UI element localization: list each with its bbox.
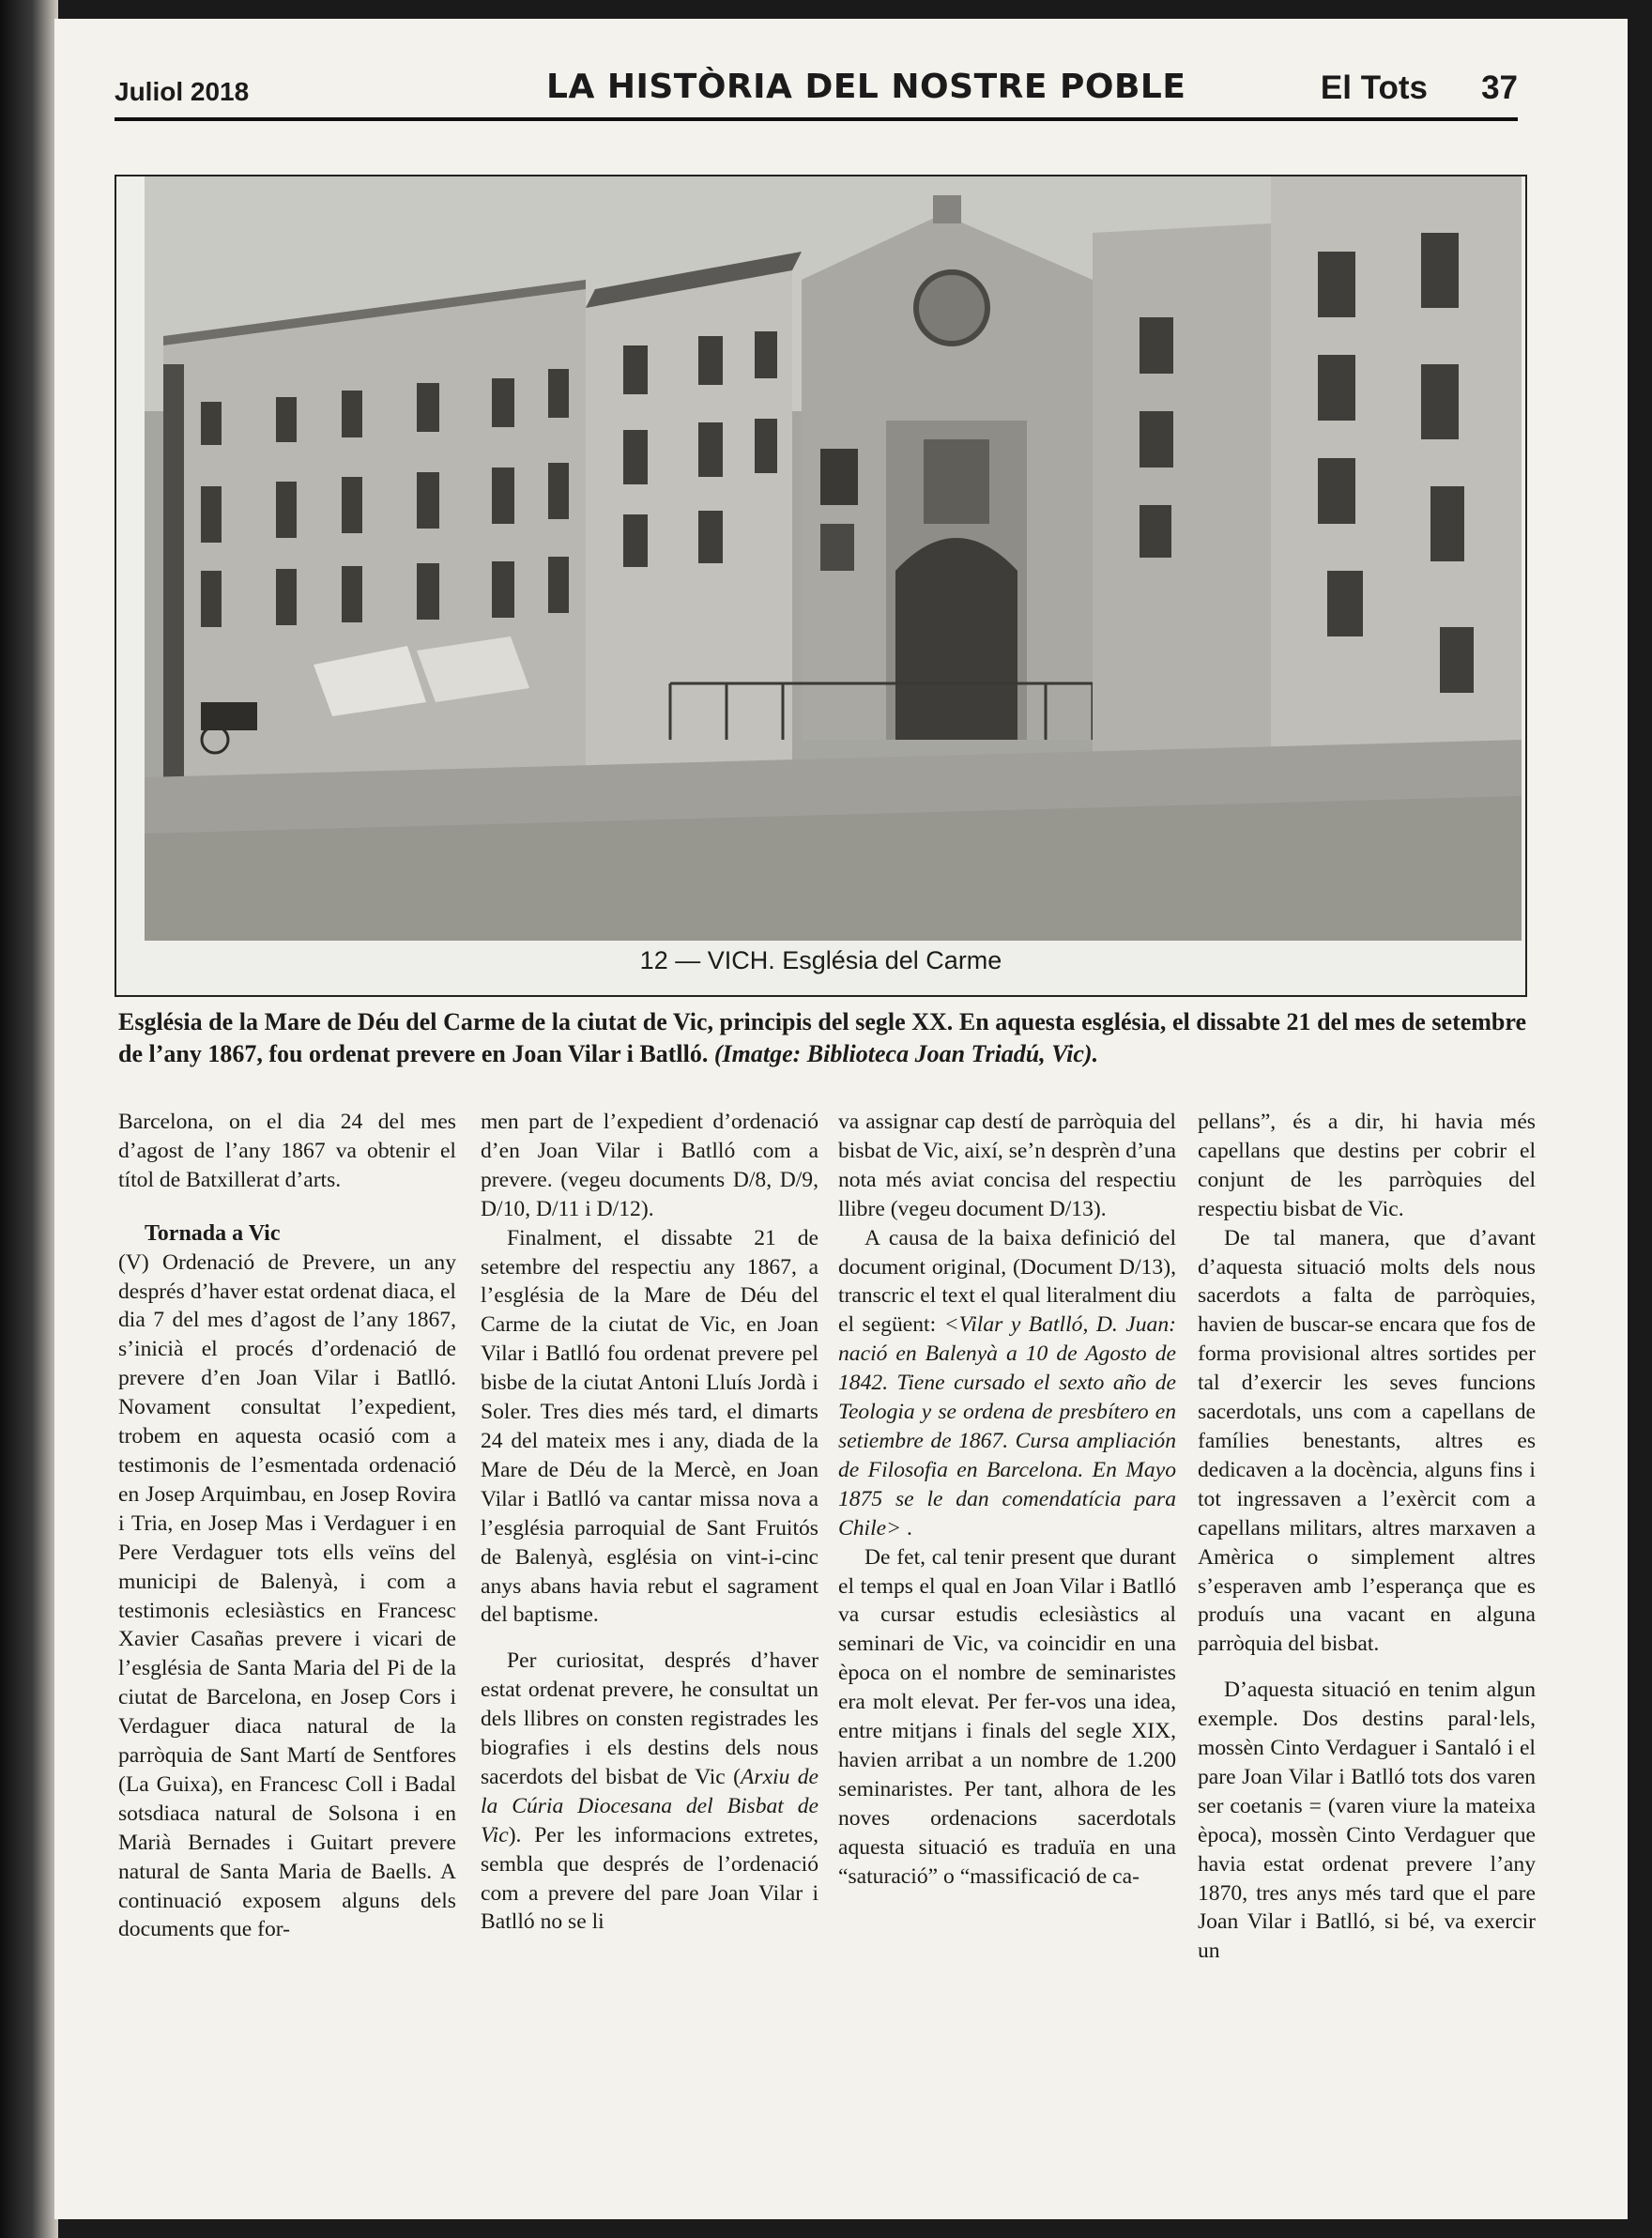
article-column-1 — [118, 1108, 456, 1944]
text-run: A causa de la baixa definició del document original, (Document D/13), transcric el text el qual literalment diu el següent: — [838, 1225, 1176, 1338]
paragraph: pellans”, és a dir, hi havia més capellans que destins per cobrir el conjunt de les parròquies del respectiu bisbat de Vic. — [1198, 1110, 1536, 1221]
page-number: 37 — [1481, 69, 1518, 106]
paragraph — [838, 1224, 1176, 1543]
paragraph: Barcelona, on el dia 24 del mes d’agost de l’any 1867 va obtenir el títol de Batxillerat d’arts. — [118, 1110, 456, 1192]
section-title: LA HISTÒRIA DEL NOSTRE POBLE — [546, 68, 1186, 106]
paragraph — [481, 1647, 818, 1937]
paragraph: De fet, cal tenir present que durant el temps el qual en Joan Vilar i Batlló va cursar estudis eclesiàstics al seminari de Vic, va coincidir en una època on el nombre de seminaristes era molt elevat. Per fer-vos una idea, entre mitjans i finals del segle XIX, havien arribat a un nombre de 1.200 seminaristes. Per tant, alhora de les noves ordenacions sacerdotals aquesta situació es traduïa en una “saturació” o “massificació de ca- — [838, 1544, 1176, 1889]
paragraph: (V) Ordenació de Prevere, un any després d’haver estat ordenat diaca, el dia 7 del mes d’agost de l’any 1867, s’inicià el procés d’ordenació de prevere d’en Joan Vilar i Batlló. Novament consultat l’expedient, trobem en aquesta ocasió com a testimonis de l’esmentada ordenació en Josep Arquimbau, en Josep Rovira i Tria, en Josep Mas i Verdaguer i en Pere Verdaguer tots ells veïns del municipi de Balenyà, i com a testimonis eclesiàstics en Francesc Xavier Casañas prevere i vicari de l’església de Santa Maria del Pi de la ciutat de Barcelona, en Josep Cors i Verdaguer diaca natural de la parròquia de Sant Martí de Sentfores (La Guixa), en Francesc Coll i Badal sotsdiaca natural de Solsona i en Marià Bernades i Guitart prevere natural de Santa Maria de Baells. A continuació exposem alguns dels documents que for- — [118, 1249, 456, 1942]
paragraph: De tal manera, que d’avant d’aquesta situació molts dels nous sacerdots a falta de parròquies, havien de buscar-se encara que fos de forma provisional altres sortides per tal d’exercir les seves funcions sacerdotals, uns com a capellans de famílies benestants, altres es dedicaven a la docència, alguns fins i tot ingressaven a l’exèrcit com a capellans militars, altres marxaven a Amèrica o simplement altres s’esperaven amb l’esperança que es produís una vacant en alguna parròquia del bisbat. — [1198, 1225, 1536, 1657]
text-run: Per curiositat, després d’haver estat ordenat prevere, he consultat un dels llibres on consten registrades les biografies i els destins dels nous sacerdots del bisbat de Vic ( — [481, 1648, 818, 1789]
quoted-document: <Vilar y Batlló, D. Juan: nació en Balenyà a 10 de Agosto de 1842. Tiene cursado el sexto año de Teologia y se ordena de presbítero en setiembre de 1867. Cursa ampliación de Filosofia en Barcelona. En Mayo 1875 se le dan comendatícia para Chile> — [838, 1312, 1177, 1541]
subheading: Tornada a Vic — [145, 1220, 281, 1246]
publication-name: El Tots — [1320, 69, 1428, 106]
image-caption — [118, 1006, 1526, 1070]
archive-name: Arxiu de la Cúria Diocesana del Bisbat de Vic — [481, 1764, 818, 1847]
historic-photo — [115, 175, 1527, 997]
text-run: . — [901, 1515, 912, 1541]
page-header — [115, 64, 1518, 118]
church-illustration — [145, 176, 1522, 941]
header-rule — [115, 117, 1518, 121]
paragraph: D’aquesta situació en tenim algun exemple. Dos destins paral·lels, mossèn Cinto Verdaguer i Santaló i el pare Joan Vilar i Batlló tots dos varen ser coetanis = (varen viure la mateixa època), mossèn Cinto Verdaguer que havia estat ordenat prevere l’any 1870, tres anys més tard que el pare Joan Vilar i Batlló, si bé, va exercir un — [1198, 1678, 1536, 1964]
text-run: ). Per les informacions extretes, sembla que després de l’ordenació com a prevere del pare Joan Vilar i Batlló no se li — [481, 1822, 818, 1935]
caption-text: Església de la Mare de Déu del Carme de la ciutat de Vic, principis del segle XX. En aquesta església, el dissabte 21 del mes de setembre de l’any 1867, fou ordenat prevere en Joan Vilar i Batlló. — [118, 1008, 1526, 1067]
article-column-2 — [481, 1108, 818, 1937]
paragraph: Finalment, el dissabte 21 de setembre del respectiu any 1867, a l’església de la Mare de Déu del Carme de la ciutat de Vic, en Joan Vilar i Batlló fou ordenat prevere pel bisbe de la ciutat Antoni Lluís Jordà i Soler. Tres dies més tard, el dimarts 24 del mateix mes i any, diada de la Mare de Déu de la Mercè, en Joan Vilar i Batlló va cantar missa nova a l’església parroquial de Sant Fruitós de Balenyà, església on vint-i-cinc anys abans havia rebut el sagrament del baptisme. — [481, 1225, 818, 1628]
article-column-3 — [838, 1108, 1176, 1891]
caption-credit: (Imatge: Biblioteca Joan Triadú, Vic). — [713, 1040, 1099, 1067]
paragraph: va assignar cap destí de parròquia del bisbat de Vic, així, se’n desprèn d’una nota més aviat concisa del respectiu llibre (vegeu document D/13). — [838, 1110, 1176, 1221]
paragraph: men part de l’expedient d’ordenació d’en Joan Vilar i Batlló com a prevere. (vegeu documents D/8, D/9, D/10, D/11 i D/12). — [481, 1110, 818, 1221]
photo-caption: 12 — VICH. Església del Carme — [639, 946, 1002, 974]
page-gutter-shadow — [0, 0, 58, 2238]
issue-date: Juliol 2018 — [115, 77, 250, 106]
church-photo-image — [145, 176, 1522, 941]
article-column-4 — [1198, 1108, 1536, 1966]
